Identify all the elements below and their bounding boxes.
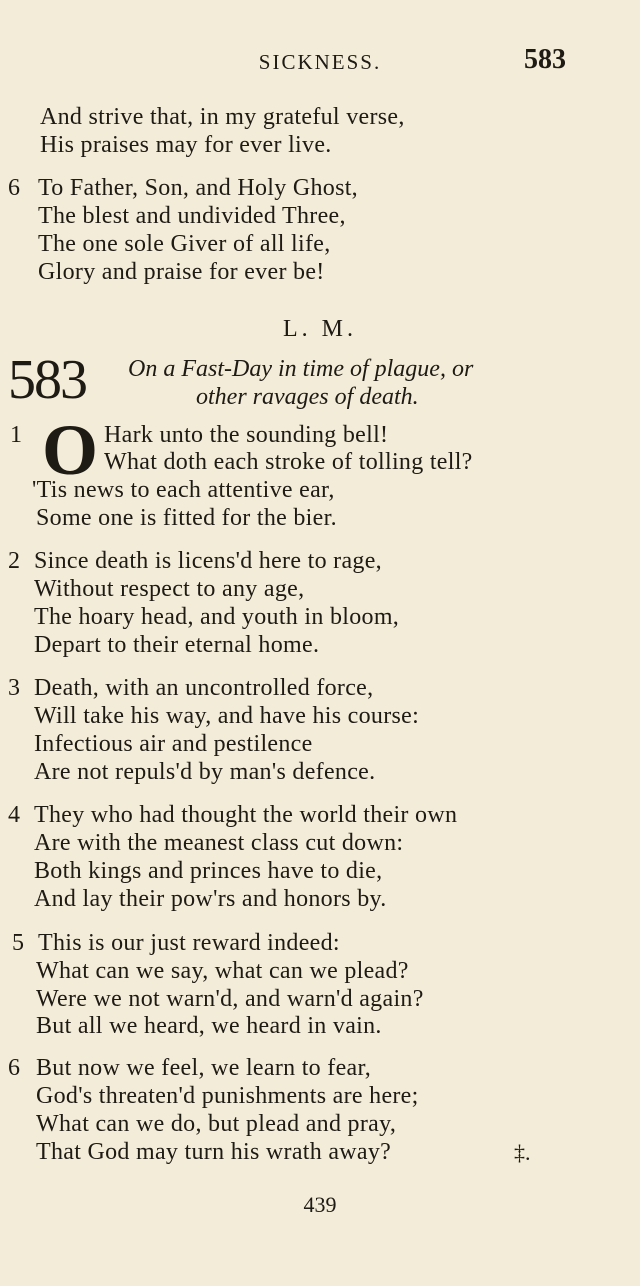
verse-line: His praises may for ever live. bbox=[40, 132, 332, 158]
hymn-number: 583 bbox=[8, 349, 86, 411]
verse-line: 'Tis news to each attentive ear, bbox=[32, 477, 335, 503]
end-mark: ‡. bbox=[514, 1140, 531, 1165]
verse-line: The hoary head, and youth in bloom, bbox=[34, 604, 400, 630]
verse-line: Were we not warn'd, and warn'd again? bbox=[36, 986, 424, 1012]
verse-line: But all we heard, we heard in vain. bbox=[36, 1013, 382, 1039]
verse-line: What can we say, what can we plead? bbox=[36, 958, 409, 984]
verse-line: To Father, Son, and Holy Ghost, bbox=[38, 175, 358, 201]
verse-line: That God may turn his wrath away? bbox=[36, 1139, 392, 1165]
verse-line: And lay their pow'rs and honors by. bbox=[34, 886, 387, 912]
verse-line: Some one is fitted for the bier. bbox=[36, 505, 337, 531]
page-number: 583 bbox=[524, 44, 566, 75]
verse-line: Glory and praise for ever be! bbox=[38, 259, 325, 285]
verse-line: And strive that, in my grateful verse, bbox=[40, 104, 405, 130]
verse-line: What doth each stroke of tolling tell? bbox=[104, 449, 473, 475]
stanza-number: 1 bbox=[10, 422, 22, 448]
stanza-number: 5 bbox=[12, 930, 24, 956]
verse-line: Infectious air and pestilence bbox=[34, 731, 313, 757]
verse-line: They who had thought the world their own bbox=[34, 802, 458, 828]
verse-line: This is our just reward indeed: bbox=[38, 930, 340, 956]
verse-line: The one sole Giver of all life, bbox=[38, 231, 331, 257]
verse-line: But now we feel, we learn to fear, bbox=[36, 1055, 372, 1081]
verse-line: What can we do, but plead and pray, bbox=[36, 1111, 397, 1137]
verse-line: Depart to their eternal home. bbox=[34, 632, 320, 658]
verse-line: Death, with an uncontrolled force, bbox=[34, 675, 374, 701]
verse-line: Hark unto the sounding bell! bbox=[104, 422, 389, 448]
verse-line: Are with the meanest class cut down: bbox=[34, 830, 404, 856]
verse-line: Are not repuls'd by man's defence. bbox=[34, 759, 376, 785]
verse-line: God's threaten'd punishments are here; bbox=[36, 1083, 419, 1109]
stanza-number: 4 bbox=[8, 802, 20, 828]
stanza-number: 6 bbox=[8, 1055, 20, 1081]
stanza-number: 3 bbox=[8, 675, 20, 701]
verse-line: Will take his way, and have his course: bbox=[34, 703, 420, 729]
verse-line: Both kings and princes have to die, bbox=[34, 858, 383, 884]
folio-number: 439 bbox=[303, 1192, 337, 1217]
verse-line: The blest and undivided Three, bbox=[38, 203, 346, 229]
stanza-number: 2 bbox=[8, 548, 20, 574]
drop-cap: O bbox=[42, 410, 99, 490]
stanza-number: 6 bbox=[8, 175, 20, 201]
hymn-title: other ravages of death. bbox=[196, 384, 419, 410]
hymn-title: On a Fast-Day in time of plague, or bbox=[128, 356, 474, 382]
meter-label: L. M. bbox=[283, 316, 357, 342]
running-title: SICKNESS. bbox=[258, 50, 382, 74]
verse-line: Without respect to any age, bbox=[34, 576, 305, 602]
verse-line: Since death is licens'd here to rage, bbox=[34, 548, 382, 574]
